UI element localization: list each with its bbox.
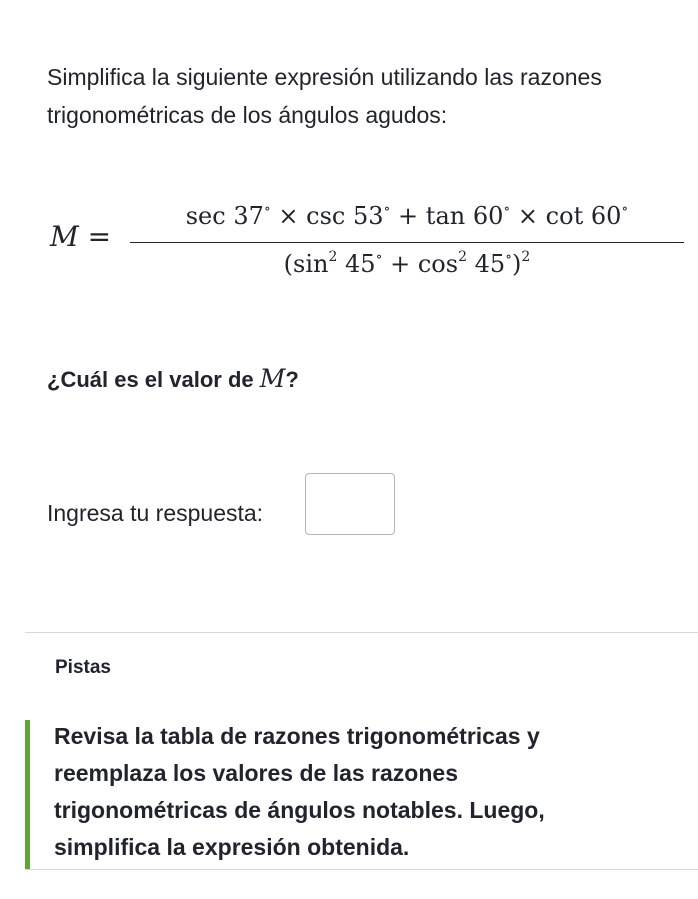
cot-function: cot xyxy=(545,202,584,230)
fraction-denominator xyxy=(130,250,684,278)
formula-lhs xyxy=(50,220,111,253)
fraction-bar xyxy=(130,242,684,243)
degree-symbol: ∘ xyxy=(505,249,513,265)
fraction-numerator xyxy=(130,202,684,230)
equals-sign: = xyxy=(87,220,112,253)
question-text xyxy=(47,364,299,393)
cos-function: cos xyxy=(417,250,459,278)
tan-function: tan xyxy=(425,202,466,230)
hint-text: Revisa la tabla de razones trigonométricas y reemplaza los valores de las razones trigonométricas de ángulos notables. Luego, simplifica la expresión obtenida. xyxy=(54,723,545,860)
degree-symbol: ∘ xyxy=(621,201,629,217)
degree-symbol: ∘ xyxy=(383,201,391,217)
times-symbol: × xyxy=(517,202,539,230)
open-paren: ( xyxy=(283,250,294,278)
question-suffix: ? xyxy=(285,367,299,392)
answer-label: Ingresa tu respuesta: xyxy=(47,500,264,526)
outer-exponent: 2 xyxy=(521,249,531,265)
cot-angle: 60 xyxy=(590,202,622,230)
formula-variable-m: M xyxy=(50,220,79,253)
csc-function: csc xyxy=(306,202,346,230)
times-symbol: × xyxy=(278,202,299,230)
tan-angle: 60 xyxy=(472,202,504,230)
sec-function: sec xyxy=(185,202,226,230)
question-variable-m: M xyxy=(259,364,286,393)
plus-symbol: + xyxy=(398,202,419,230)
sec-angle: 37 xyxy=(233,202,264,230)
hint-block xyxy=(25,718,698,869)
degree-symbol: ∘ xyxy=(503,201,511,217)
hint-accent-bar xyxy=(25,720,30,869)
sin-exponent: 2 xyxy=(328,249,338,265)
math-formula xyxy=(50,190,670,300)
degree-symbol: ∘ xyxy=(375,249,383,265)
cos-exponent: 2 xyxy=(458,249,467,265)
plus-symbol: + xyxy=(390,250,411,278)
divider xyxy=(25,869,698,870)
answer-input[interactable] xyxy=(305,473,395,535)
degree-symbol: ∘ xyxy=(263,201,271,217)
sin-function: sin xyxy=(293,250,329,278)
hints-title: Pistas xyxy=(55,657,111,678)
divider xyxy=(25,632,698,633)
close-paren: ) xyxy=(512,250,522,278)
sin-angle: 45 xyxy=(345,250,376,278)
question-prefix: ¿Cuál es el valor de xyxy=(47,367,260,392)
problem-intro: Simplifica la siguiente expresión utilizando las razones trigonométricas de los ángulos agudos: xyxy=(47,64,602,128)
cos-angle: 45 xyxy=(474,250,506,278)
csc-angle: 53 xyxy=(352,202,384,230)
